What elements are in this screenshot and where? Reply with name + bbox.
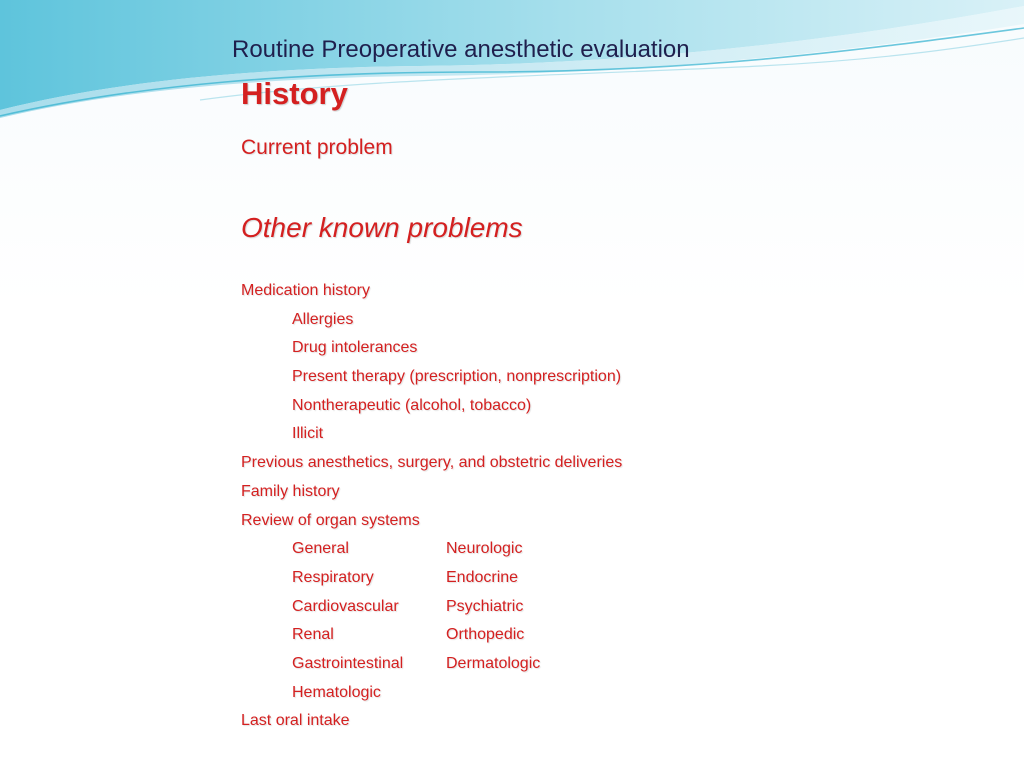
- current-problem-heading: Current problem: [241, 136, 393, 159]
- list-item-present-therapy: Present therapy (prescription, nonprescription): [292, 368, 622, 386]
- previous-anesthetics-item: Previous anesthetics, surgery, and obstetric deliveries: [241, 454, 623, 472]
- history-heading: History: [241, 76, 348, 111]
- organ-system-right: Orthopedic: [446, 626, 525, 644]
- list-item-nontherapeutic: Nontherapeutic (alcohol, tobacco): [292, 396, 532, 414]
- organ-system-right: Neurologic: [446, 540, 523, 558]
- organ-system-left: Renal: [292, 626, 334, 644]
- organ-system-row: [241, 564, 622, 593]
- organ-system-row: [241, 679, 622, 708]
- list-item-allergies: Allergies: [292, 310, 354, 328]
- organ-system-row: [241, 593, 622, 622]
- family-history-item: Family history: [241, 482, 340, 500]
- organ-system-left: Respiratory: [292, 568, 374, 586]
- organ-system-row: [241, 621, 622, 650]
- last-oral-intake-item: Last oral intake: [241, 712, 350, 730]
- organ-system-left: Cardiovascular: [292, 597, 399, 615]
- organ-system-row: [241, 650, 622, 679]
- list-item-illicit: Illicit: [292, 425, 324, 443]
- other-known-problems-heading: Other known problems: [241, 212, 523, 243]
- organ-system-left: Gastrointestinal: [292, 654, 404, 672]
- list-item-drug-intolerances: Drug intolerances: [292, 339, 418, 357]
- review-of-organ-systems-item: Review of organ systems: [241, 511, 420, 529]
- organ-system-right: Endocrine: [446, 568, 519, 586]
- history-list: [241, 277, 622, 736]
- organ-system-row: [241, 535, 622, 564]
- organ-system-right: Psychiatric: [446, 597, 524, 615]
- medication-history-item: Medication history: [241, 282, 370, 299]
- decorative-swoosh: [0, 0, 1024, 140]
- slide-title: Routine Preoperative anesthetic evaluation: [232, 36, 690, 63]
- organ-system-right: Dermatologic: [446, 654, 541, 672]
- organ-system-left: Hematologic: [292, 683, 381, 701]
- organ-system-left: General: [292, 540, 349, 558]
